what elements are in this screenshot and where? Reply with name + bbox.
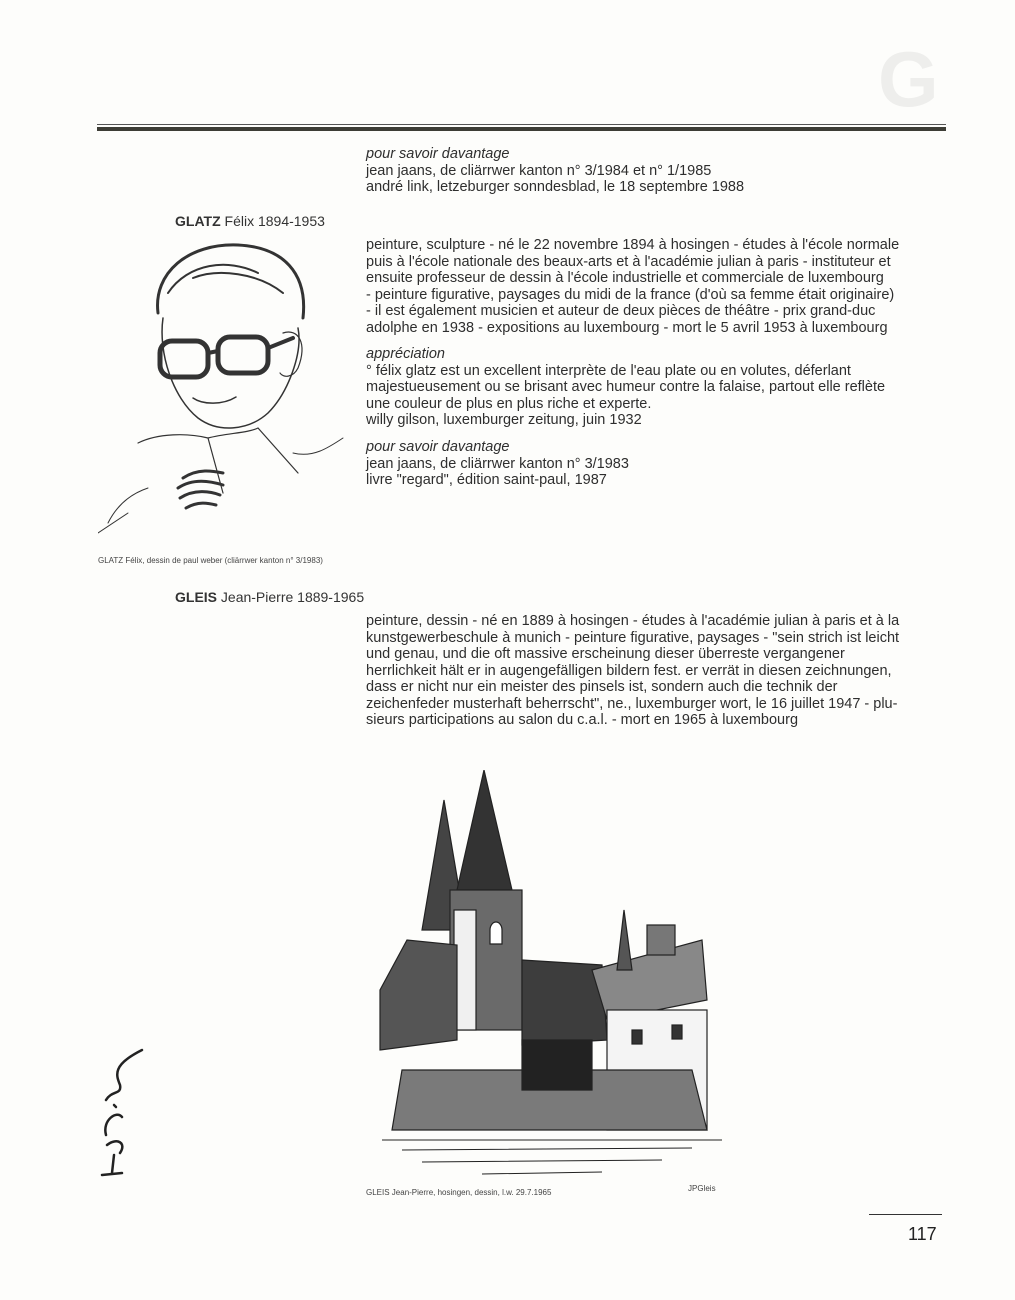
bio-line: kunstgewerbeschule à munich - peinture figurative, paysages - "sein strich ist leicht bbox=[366, 629, 900, 646]
gleis-surname: GLEIS bbox=[175, 589, 218, 605]
references-label: pour savoir davantage bbox=[366, 146, 510, 162]
references-label: pour savoir davantage bbox=[366, 439, 510, 455]
header-rule-thin bbox=[97, 124, 946, 125]
glatz-portrait-sketch bbox=[98, 233, 348, 548]
page-number: 117 bbox=[908, 1224, 937, 1244]
section-letter: G bbox=[878, 35, 939, 123]
appreciation-label: appréciation bbox=[366, 346, 445, 362]
glatz-biography bbox=[366, 237, 899, 336]
footer-rule bbox=[869, 1214, 942, 1215]
glatz-heading bbox=[175, 213, 325, 229]
reference-line: livre "regard", édition saint-paul, 1987 bbox=[366, 472, 607, 488]
reference-line: jean jaans, de cliärrwer kanton n° 3/1983 bbox=[366, 455, 629, 472]
appreciation-line: une couleur de plus en plus riche et experte. bbox=[366, 395, 652, 412]
gleis-handwritten-signature bbox=[92, 1045, 152, 1185]
bio-line: peinture, sculpture - né le 22 novembre 1894 à hosingen - études à l'école normale bbox=[366, 237, 900, 253]
glatz-surname: GLATZ bbox=[175, 213, 221, 229]
bio-line: - peinture figurative, paysages du midi de la france (d'où sa femme était originaire) bbox=[366, 286, 895, 303]
appreciation-line: ° félix glatz est un excellent interprète de l'eau plate ou en volutes, déferlant bbox=[366, 362, 851, 379]
gleis-drawing-caption: GLEIS Jean-Pierre, hosingen, dessin, l.w. 29.7.1965 bbox=[366, 1188, 552, 1197]
bio-line: adolphe en 1938 - expositions au luxembourg - mort le 5 avril 1953 à luxembourg bbox=[366, 319, 888, 336]
bio-line: sieurs participations au salon du c.a.l. - mort en 1965 à luxembourg bbox=[366, 712, 799, 728]
appreciation-source: willy gilson, luxemburger zeitung, juin 1932 bbox=[366, 412, 642, 428]
glatz-portrait-caption: GLATZ Félix, dessin de paul weber (cliärrwer kanton n° 3/1983) bbox=[98, 556, 323, 565]
top-references bbox=[366, 146, 744, 196]
gleis-biography bbox=[366, 613, 899, 729]
bio-line: dass er nicht nur ein meister des pinsels ist, sondern auch die technik der bbox=[366, 679, 838, 695]
bio-line: puis à l'école nationale des beaux-arts et à l'académie julian à paris - instituteur et bbox=[366, 253, 891, 270]
bio-line: und genau, und die oft massive erscheinung dieser überreste vergangener bbox=[366, 646, 845, 662]
header-rule bbox=[97, 127, 946, 131]
glatz-references bbox=[366, 439, 629, 489]
reference-line: andré link, letzeburger sonndesblad, le 18 septembre 1988 bbox=[366, 179, 745, 195]
glatz-name-dates: Félix 1894-1953 bbox=[220, 213, 325, 229]
bio-line: herrlichkeit hält er in augengefälligen bildern fest. er verrät in diesen zeichnungen, bbox=[366, 662, 892, 679]
glatz-appreciation bbox=[366, 346, 885, 429]
appreciation-line: majestueusement ou se brisant avec humeur contre la falaise, partout elle reflète bbox=[366, 379, 886, 395]
gleis-heading bbox=[175, 589, 364, 605]
bio-line: zeichenfeder musterhaft beherrscht", ne., luxemburger wort, le 16 juillet 1947 - plu- bbox=[366, 695, 898, 712]
gleis-drawing-signature: JPGleis bbox=[688, 1184, 716, 1193]
hosingen-church-drawing bbox=[362, 770, 762, 1182]
bio-line: - il est également musicien et auteur de deux pièces de théâtre - prix grand-duc bbox=[366, 303, 876, 319]
signature-text: J.P. Gleis bbox=[122, 1130, 127, 1131]
gleis-name-dates: Jean-Pierre 1889-1965 bbox=[217, 589, 365, 605]
reference-line: jean jaans, de cliärrwer kanton n° 3/1984 et n° 1/1985 bbox=[366, 162, 712, 179]
bio-line: peinture, dessin - né en 1889 à hosingen - études à l'académie julian à paris et à la bbox=[366, 613, 900, 629]
bio-line: ensuite professeur de dessin à l'école industrielle et commerciale de luxembourg bbox=[366, 270, 884, 286]
